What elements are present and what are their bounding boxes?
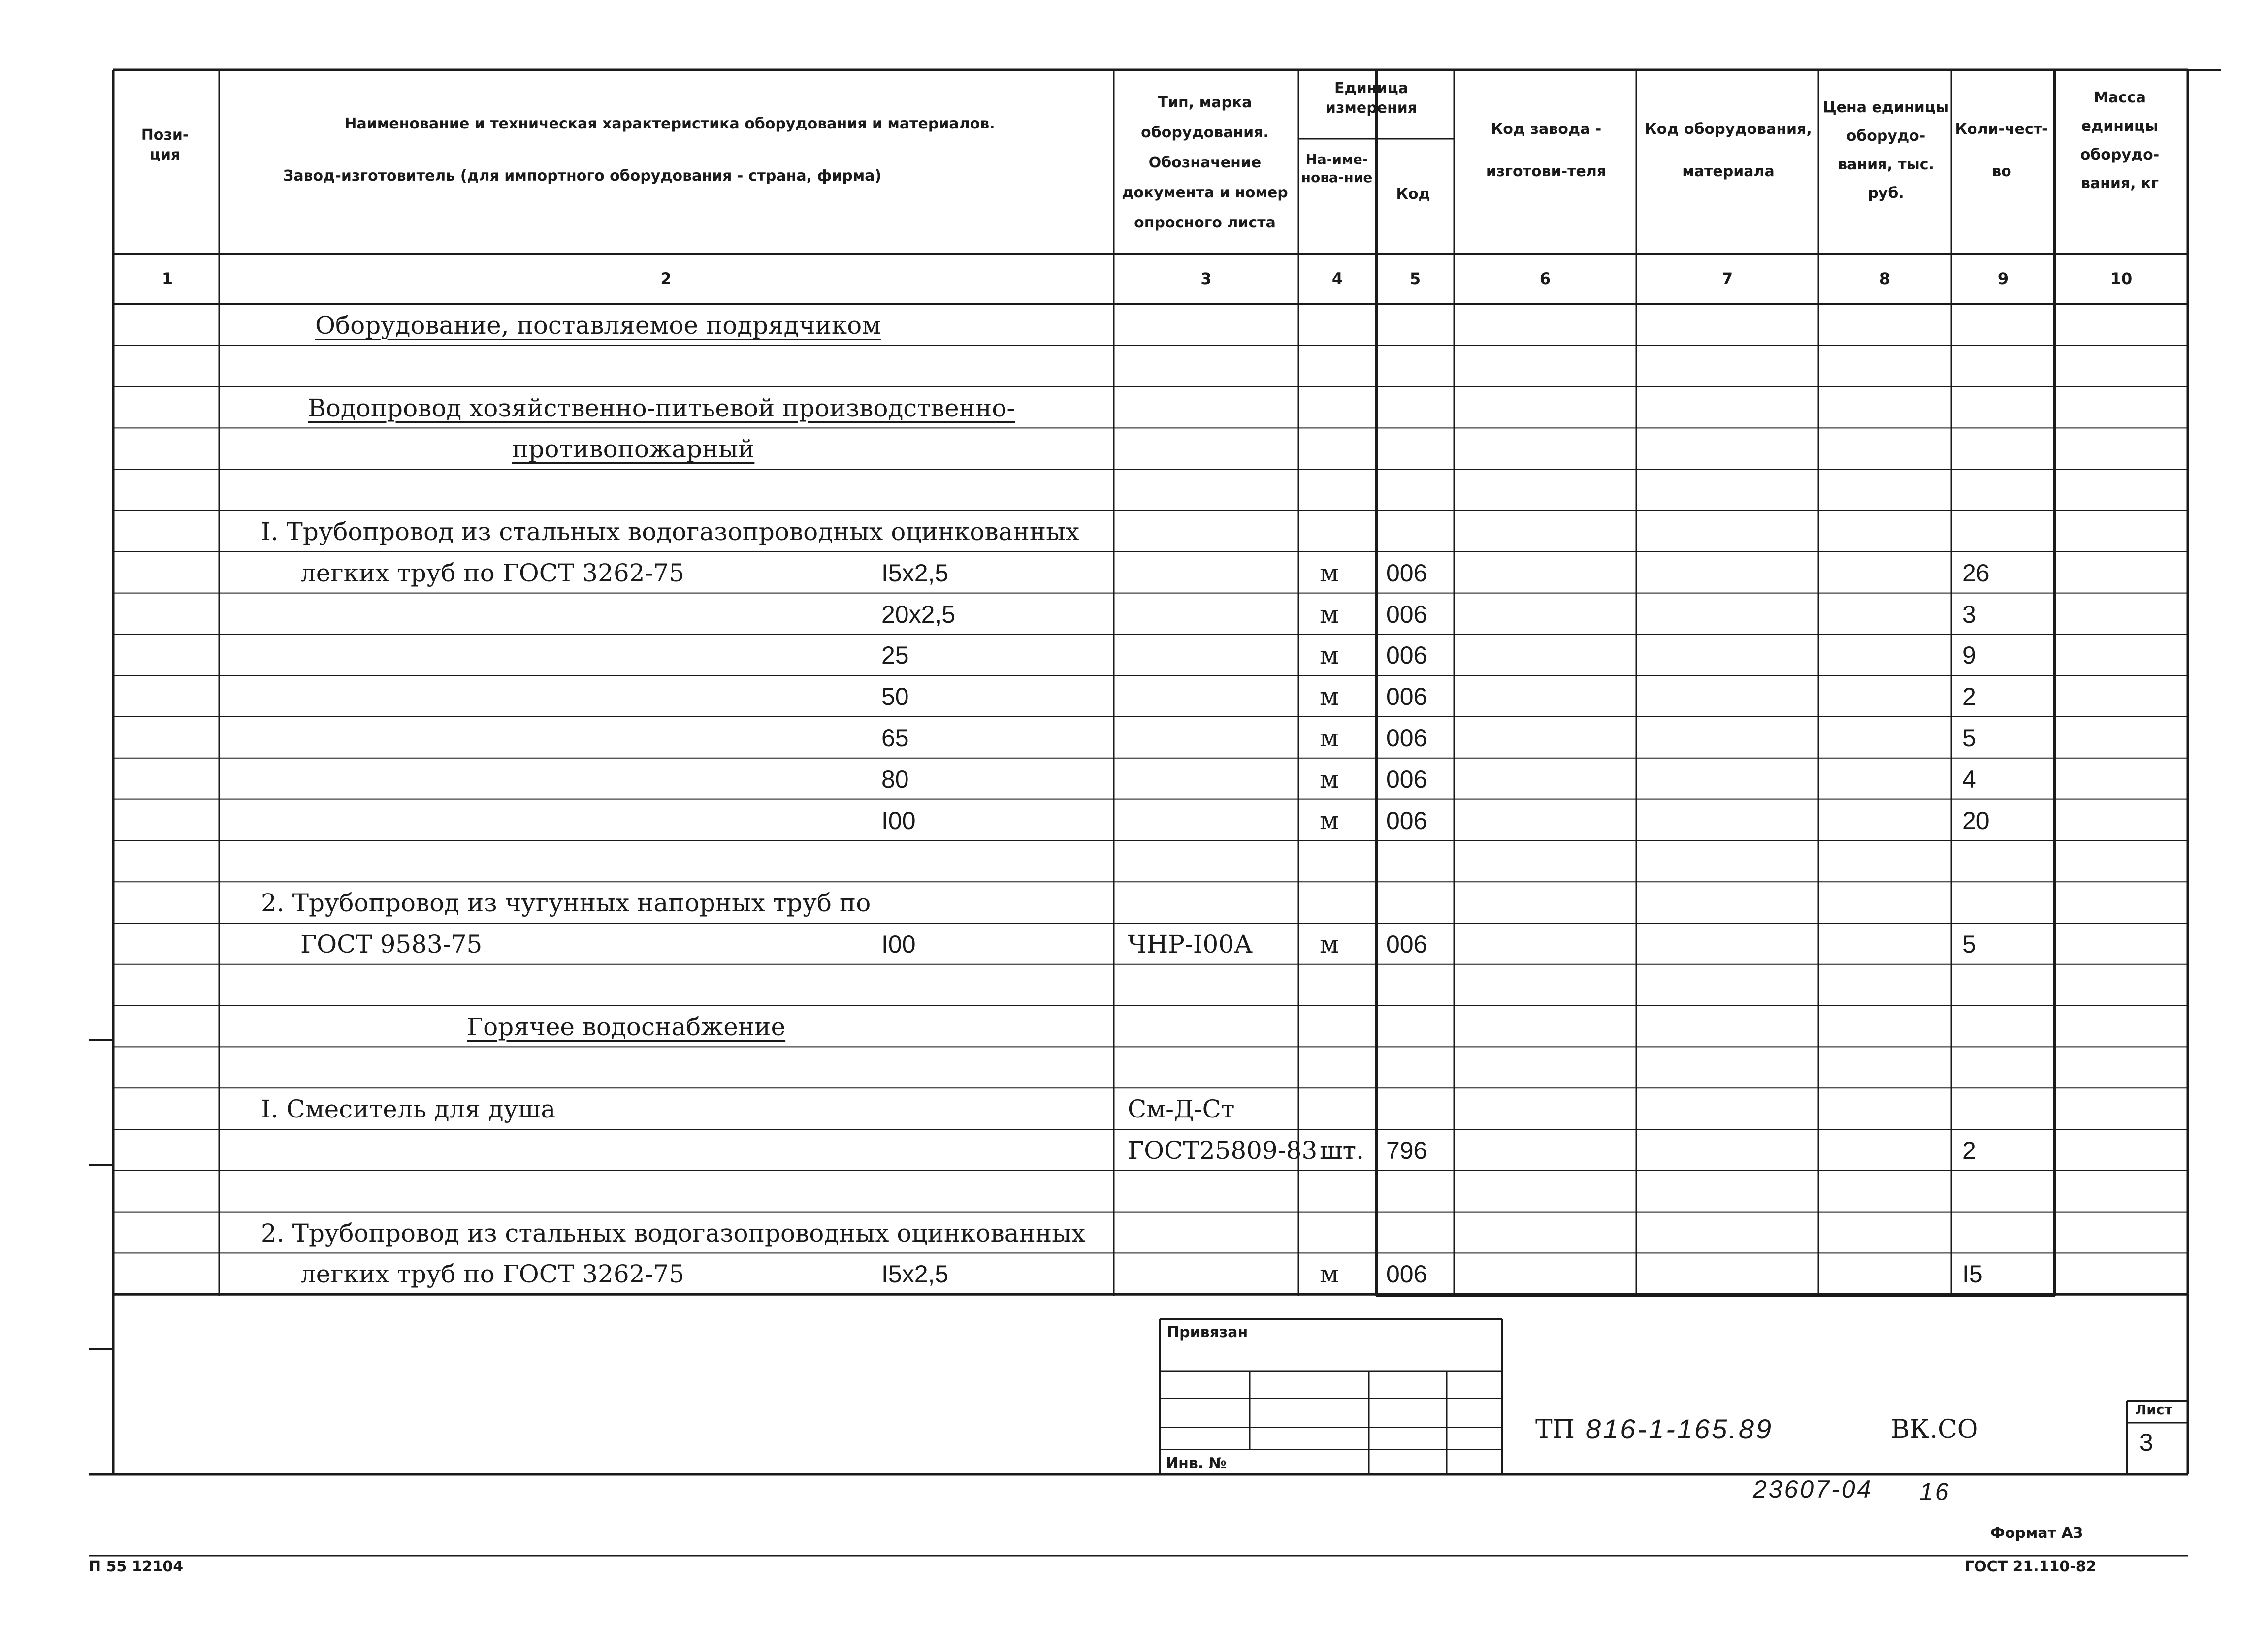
row-8-size: 25 <box>881 641 909 670</box>
row-19-name: I. Смеситель для душа <box>261 1095 556 1124</box>
row-7-code: 006 <box>1386 600 1427 628</box>
row-0-name: Оборудование, поставляемое подрядчиком <box>315 311 881 340</box>
footer-gost: ГОСТ 21.110-82 <box>1965 1558 2097 1575</box>
header-unit-group: Единица измерения <box>1325 80 1418 117</box>
row-15-code: 006 <box>1386 930 1427 958</box>
row-2-name: Водопровод хозяйственно-питьевой производственно- <box>308 393 1015 422</box>
header-type: Тип, марка оборудования. Обозначение документа и номер опросного листа <box>1122 94 1288 231</box>
col-number-8: 8 <box>1879 269 1891 288</box>
row-23-name: легких труб по ГОСТ 3262-75 <box>300 1260 684 1289</box>
row-10-size: 65 <box>881 724 909 752</box>
stamp-doc-code: ВК.СО <box>1891 1415 1978 1444</box>
row-9-unit: м <box>1320 682 1339 711</box>
header-position: Пози- ция <box>141 127 189 163</box>
col-number-4: 4 <box>1331 269 1343 288</box>
archive-number: 23607-04 <box>1753 1475 1873 1503</box>
row-15-qty: 5 <box>1962 930 1976 958</box>
header-equipment-code: Код оборудования, материала <box>1645 121 1812 180</box>
row-20-type: ГОСТ25809-83 <box>1128 1136 1318 1165</box>
row-8-code: 006 <box>1386 641 1427 670</box>
row-8-qty: 9 <box>1962 641 1976 670</box>
header-price: Цена единицы оборудо-вания, тыс. руб. <box>1822 99 1949 202</box>
col-number-1: 1 <box>162 269 173 288</box>
header-mass: Масса единицы оборудо-вания, кг <box>2080 89 2160 192</box>
row-9-qty: 2 <box>1962 683 1976 711</box>
header-unit-code: Код <box>1396 186 1430 203</box>
row-6-unit: м <box>1320 558 1339 587</box>
footer-format: Формат А3 <box>1990 1525 2083 1542</box>
col-number-6: 6 <box>1539 269 1551 288</box>
col-number-5: 5 <box>1409 269 1421 288</box>
row-10-code: 006 <box>1386 724 1427 752</box>
row-23-size: I5x2,5 <box>881 1260 949 1288</box>
row-12-qty: 20 <box>1962 806 1990 834</box>
row-8-unit: м <box>1320 641 1339 670</box>
stamp-sheet-label: Лист <box>2135 1402 2172 1418</box>
row-5-name: I. Трубопровод из стальных водогазопроводных оцинкованных <box>261 517 1080 546</box>
header-maker-code: Код завода - изготови-теля <box>1486 121 1607 180</box>
col-number-3: 3 <box>1200 269 1212 288</box>
row-6-code: 006 <box>1386 559 1427 587</box>
col-number-10: 10 <box>2110 269 2133 288</box>
col-number-7: 7 <box>1721 269 1733 288</box>
col-number-2: 2 <box>660 269 672 288</box>
row-11-unit: м <box>1320 765 1339 794</box>
row-9-code: 006 <box>1386 683 1427 711</box>
row-15-name: ГОСТ 9583-75 <box>300 930 483 958</box>
header-unit-name: На-име-нова-ние <box>1301 151 1373 186</box>
stamp-tp-label: ТП <box>1535 1415 1575 1444</box>
row-6-size: I5x2,5 <box>881 559 949 587</box>
row-3-name: противопожарный <box>512 435 755 464</box>
row-7-size: 20x2,5 <box>881 600 956 628</box>
row-20-code: 796 <box>1386 1137 1427 1164</box>
header-name-line2: Завод-изготовитель (для импортного оборудования - страна, фирма) <box>283 167 882 185</box>
stamp-privyazan: Привязан <box>1167 1324 1248 1341</box>
archive-suffix: 16 <box>1919 1478 1951 1505</box>
row-10-qty: 5 <box>1962 724 1976 752</box>
row-11-size: 80 <box>881 765 909 793</box>
row-7-unit: м <box>1320 600 1339 629</box>
row-23-qty: I5 <box>1962 1260 1983 1288</box>
row-17-name: Горячее водоснабжение <box>467 1012 786 1041</box>
row-23-unit: м <box>1320 1260 1339 1289</box>
stamp-tp-number: 816-1-165.89 <box>1586 1413 1774 1444</box>
row-14-name: 2. Трубопровод из чугунных напорных труб по <box>261 889 871 918</box>
row-11-code: 006 <box>1386 765 1427 793</box>
row-12-code: 006 <box>1386 806 1427 834</box>
row-19-type: См-Д-Ст <box>1128 1095 1235 1124</box>
row-15-unit: м <box>1320 930 1339 958</box>
row-7-qty: 3 <box>1962 600 1976 628</box>
row-15-type: ЧНР-I00А <box>1128 930 1253 958</box>
header-name-line1: Наименование и техническая характеристика оборудования и материалов. <box>344 115 995 132</box>
row-20-unit: шт. <box>1320 1136 1364 1165</box>
header-quantity: Коли-чест-во <box>1955 121 2048 180</box>
row-11-qty: 4 <box>1962 765 1976 793</box>
row-9-size: 50 <box>881 683 909 711</box>
row-6-qty: 26 <box>1962 559 1990 587</box>
row-12-unit: м <box>1320 806 1339 835</box>
row-23-code: 006 <box>1386 1260 1427 1288</box>
stamp-sheet-number: 3 <box>2139 1429 2153 1456</box>
row-22-name: 2. Трубопровод из стальных водогазопроводных оцинкованных <box>261 1218 1086 1247</box>
row-6-name: легких труб по ГОСТ 3262-75 <box>300 558 684 587</box>
col-number-9: 9 <box>1997 269 2009 288</box>
row-12-size: I00 <box>881 806 916 834</box>
footer-left-code: П 55 12104 <box>89 1558 184 1575</box>
row-15-size: I00 <box>881 930 916 958</box>
row-10-unit: м <box>1320 724 1339 752</box>
stamp-inv: Инв. № <box>1166 1455 1227 1472</box>
row-20-qty: 2 <box>1962 1137 1976 1164</box>
